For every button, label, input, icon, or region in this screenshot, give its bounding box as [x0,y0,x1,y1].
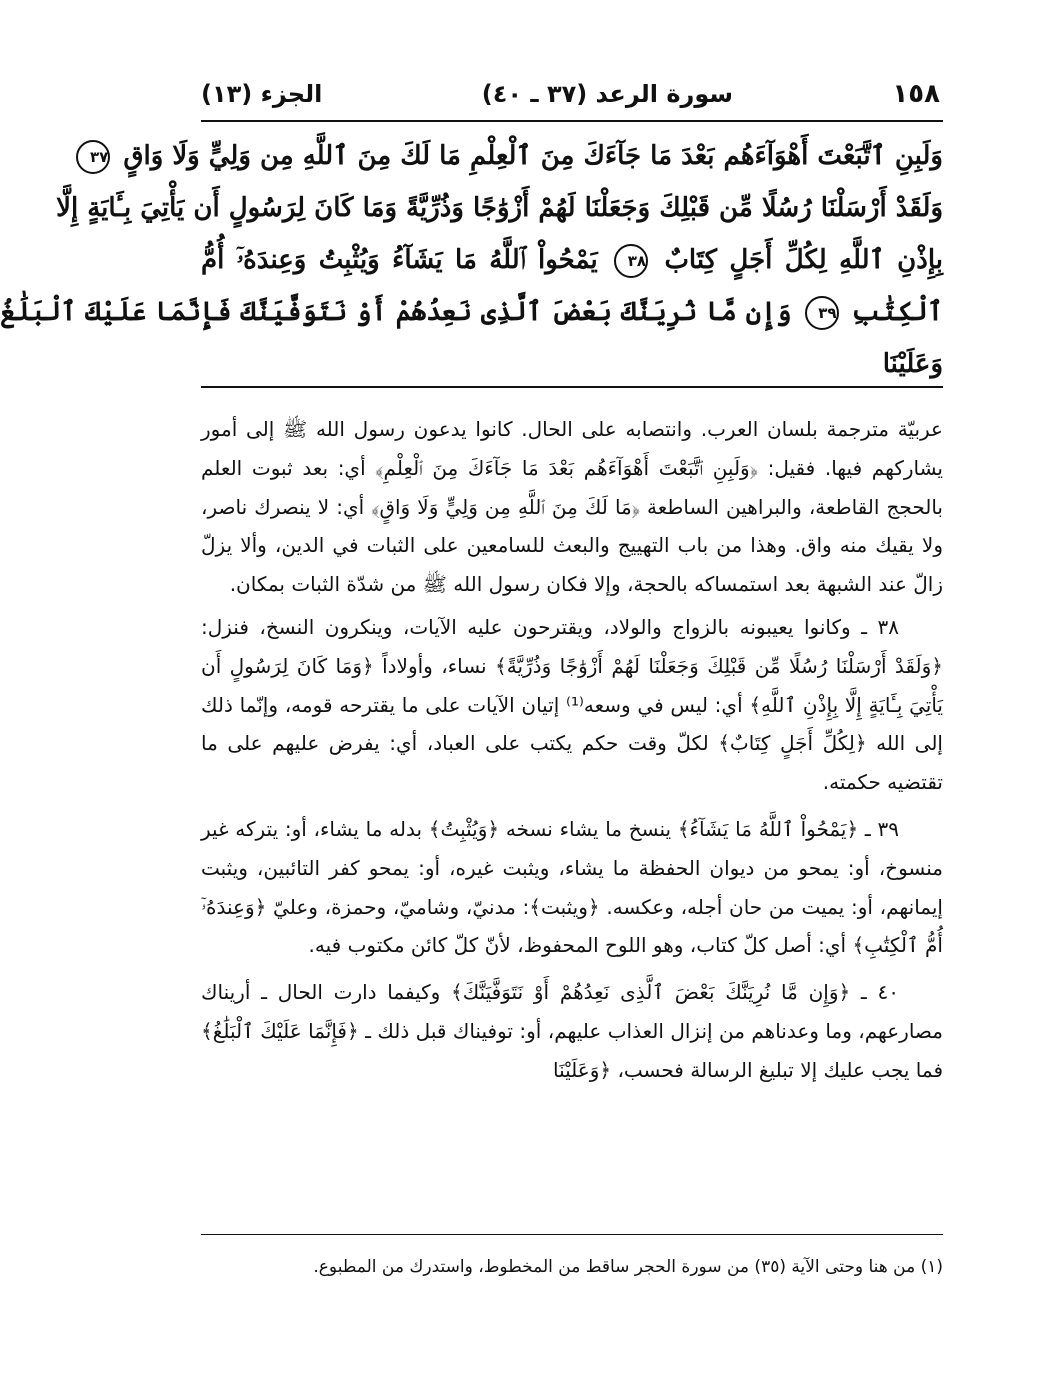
commentary-paragraph: عربيّة مترجمة بلسان العرب. وانتصابه على الحال. كانوا يدعون رسول الله ﷺ إلى أمور يشاركهم فيها. فقيل: ﴿وَلَبِنِ ٱتَّبَعْتَ أَهْوَآءَهُم بَعْدَ مَا جَآءَكَ مِنَ ٱلْعِلْمِ﴾ أي: بعد ثبوت العلم بالحجج القاطعة، والبراهين الساطعة ﴿مَا لَكَ مِنَ ٱللَّهِ مِن وَلِيٍّ وَلَا وَاقٍ﴾ أي: لا ينصرك ناصر، ولا يقيك منه واق. وهذا من باب التهييج والبعث للسامعين على الثبات في الدين، وألا يزلّ زالّ عند الشبهة بعد استمساكه بالحجة، وإلا فكان رسول الله ﷺ من شدّة الثبات بمكان. [201,417,943,597]
quran-text: وَعَلَيْنَا [882,349,943,379]
juz-label: الجزء (١٣) [201,80,323,108]
commentary-paragraph-40: ٤٠ ـ ﴿وَإِن مَّا نُرِيَنَّكَ بَعْضَ ٱلَّذِى نَعِدُهُمْ أَوْ نَتَوَفَّيَنَّكَ﴾ وكيفما دارت الحال ـ أريناك مصارعهم، وما وعدناهم من إنزال العذاب عليهم، أو: توفيناك قبل ذلك ـ ﴿فَإِنَّمَا عَلَيْكَ ٱلْبَلَٰغُ﴾ فما يجب عليك إلا تبليغ الرسالة فحسب، ﴿وَعَلَيْنَا [201,980,943,1082]
commentary-paragraph-39: ٣٩ ـ ﴿يَمْحُواْ ٱللَّهُ مَا يَشَآءُ﴾ ينسخ ما يشاء نسخه ﴿وَيُثْبِتُ﴾ بدله ما يشاء، أو: يتركه غير منسوخ، أو: يمحو من ديوان الحفظة ما يشاء، ويثبت غيره، أو: يمحو كفر التائبين، ويثبت إيمانهم، أو: يميت من حان أجله، وعكسه. ﴿ويثبت﴾: مدنيّ، وشاميّ، وحمزة، وعليّ ﴿وَعِندَهُۥٓ أُمُّ ٱلْكِتَٰبِ﴾ أي: أصل كلّ كتاب، وهو اللوح المحفوظ، لأنّ كلّ كائن مكتوب فيه. [201,816,943,958]
quran-text: ٱلْكِتَٰبِ [851,297,943,327]
quran-commentary-divider [201,386,943,388]
ayah-number-marker: ٣٩ [805,296,839,330]
page-number: ١٥٨ [892,79,940,109]
quran-line [0,286,943,338]
quran-text: وَلَبِنِ ٱتَّبَعْتَ أَهْوَآءَهُم بَعْدَ مَا جَآءَكَ مِنَ ٱلْعِلْمِ مَا لَكَ مِنَ ٱللَّهِ مِن وَلِيٍّ وَلَا وَاقٍ [123,141,943,171]
page-header [201,72,940,116]
ayah-number-marker: ٣٨ [614,244,648,278]
quran-text: وَلَقَدْ أَرْسَلْنَا رُسُلًا مِّن قَبْلِكَ وَجَعَلْنَا لَهُمْ أَزْوَٰجًا وَذُرِّيَّةً وَمَا كَانَ لِرَسُولٍ أَن يَأْتِيَ بِـَٔايَةٍ إِلَّا [56,193,943,223]
commentary-paragraph-38: ٣٨ ـ وكانوا يعيبونه بالزواج والولاد، ويقترحون عليه الآيات، وينكرون النسخ، فنزل: ﴿وَلَقَدْ أَرْسَلْنَا رُسُلًا مِّن قَبْلِكَ وَجَعَلْنَا لَهُمْ أَزْوَٰجًا وَذُرِّيَّةً﴾ نساء، وأولاداً ﴿وَمَا كَانَ لِرَسُولٍ أَن يَأْتِيَ بِـَٔايَةٍ إِلَّا بِإِذْنِ ٱللَّهِ﴾ أي: ليس في وسعه⁽¹⁾ إتيان الآيات على ما يقترحه قومه، وإنّما ذلك إلى الله ﴿لِكُلِّ أَجَلٍ كِتَابٌ﴾ لكلّ وقت حكم يكتب على العباد، أي: يفرض عليهم على ما تقتضيه حكمته. [201,614,943,795]
footnote: (١) من هنا وحتى الآية (٣٥) من سورة الحجر ساقط من المخطوط، واستدرك من المطبوع. [313,1257,943,1277]
quran-text-block [0,130,943,390]
quran-line [89,130,943,182]
surah-title: سورة الرعد (٣٧ ـ ٤٠) [481,80,733,108]
quran-text: بِإِذْنِ ٱللَّهِ لِكُلِّ أَجَلٍ كِتَابٌ [664,245,943,275]
header-divider [201,120,943,122]
quran-line [201,234,943,286]
quran-text: يَمْحُواْ ٱللَّهُ مَا يَشَآءُ وَيُثْبِتُ وَعِندَهُۥٓ أُمُّ [201,245,598,275]
quran-line [201,338,943,390]
footnote-divider [201,1234,943,1235]
quran-text: وَإِن مَّا نُرِيَنَّكَ بَعْضَ ٱلَّذِى نَعِدُهُمْ أَوْ نَتَوَفَّيَنَّكَ فَإِنَّمَا عَلَيْكَ ٱلْبَلَٰغُ [0,297,792,327]
commentary-block [201,410,943,1098]
ayah-number-marker: ٣٧ [76,140,110,174]
quran-line [56,182,943,234]
